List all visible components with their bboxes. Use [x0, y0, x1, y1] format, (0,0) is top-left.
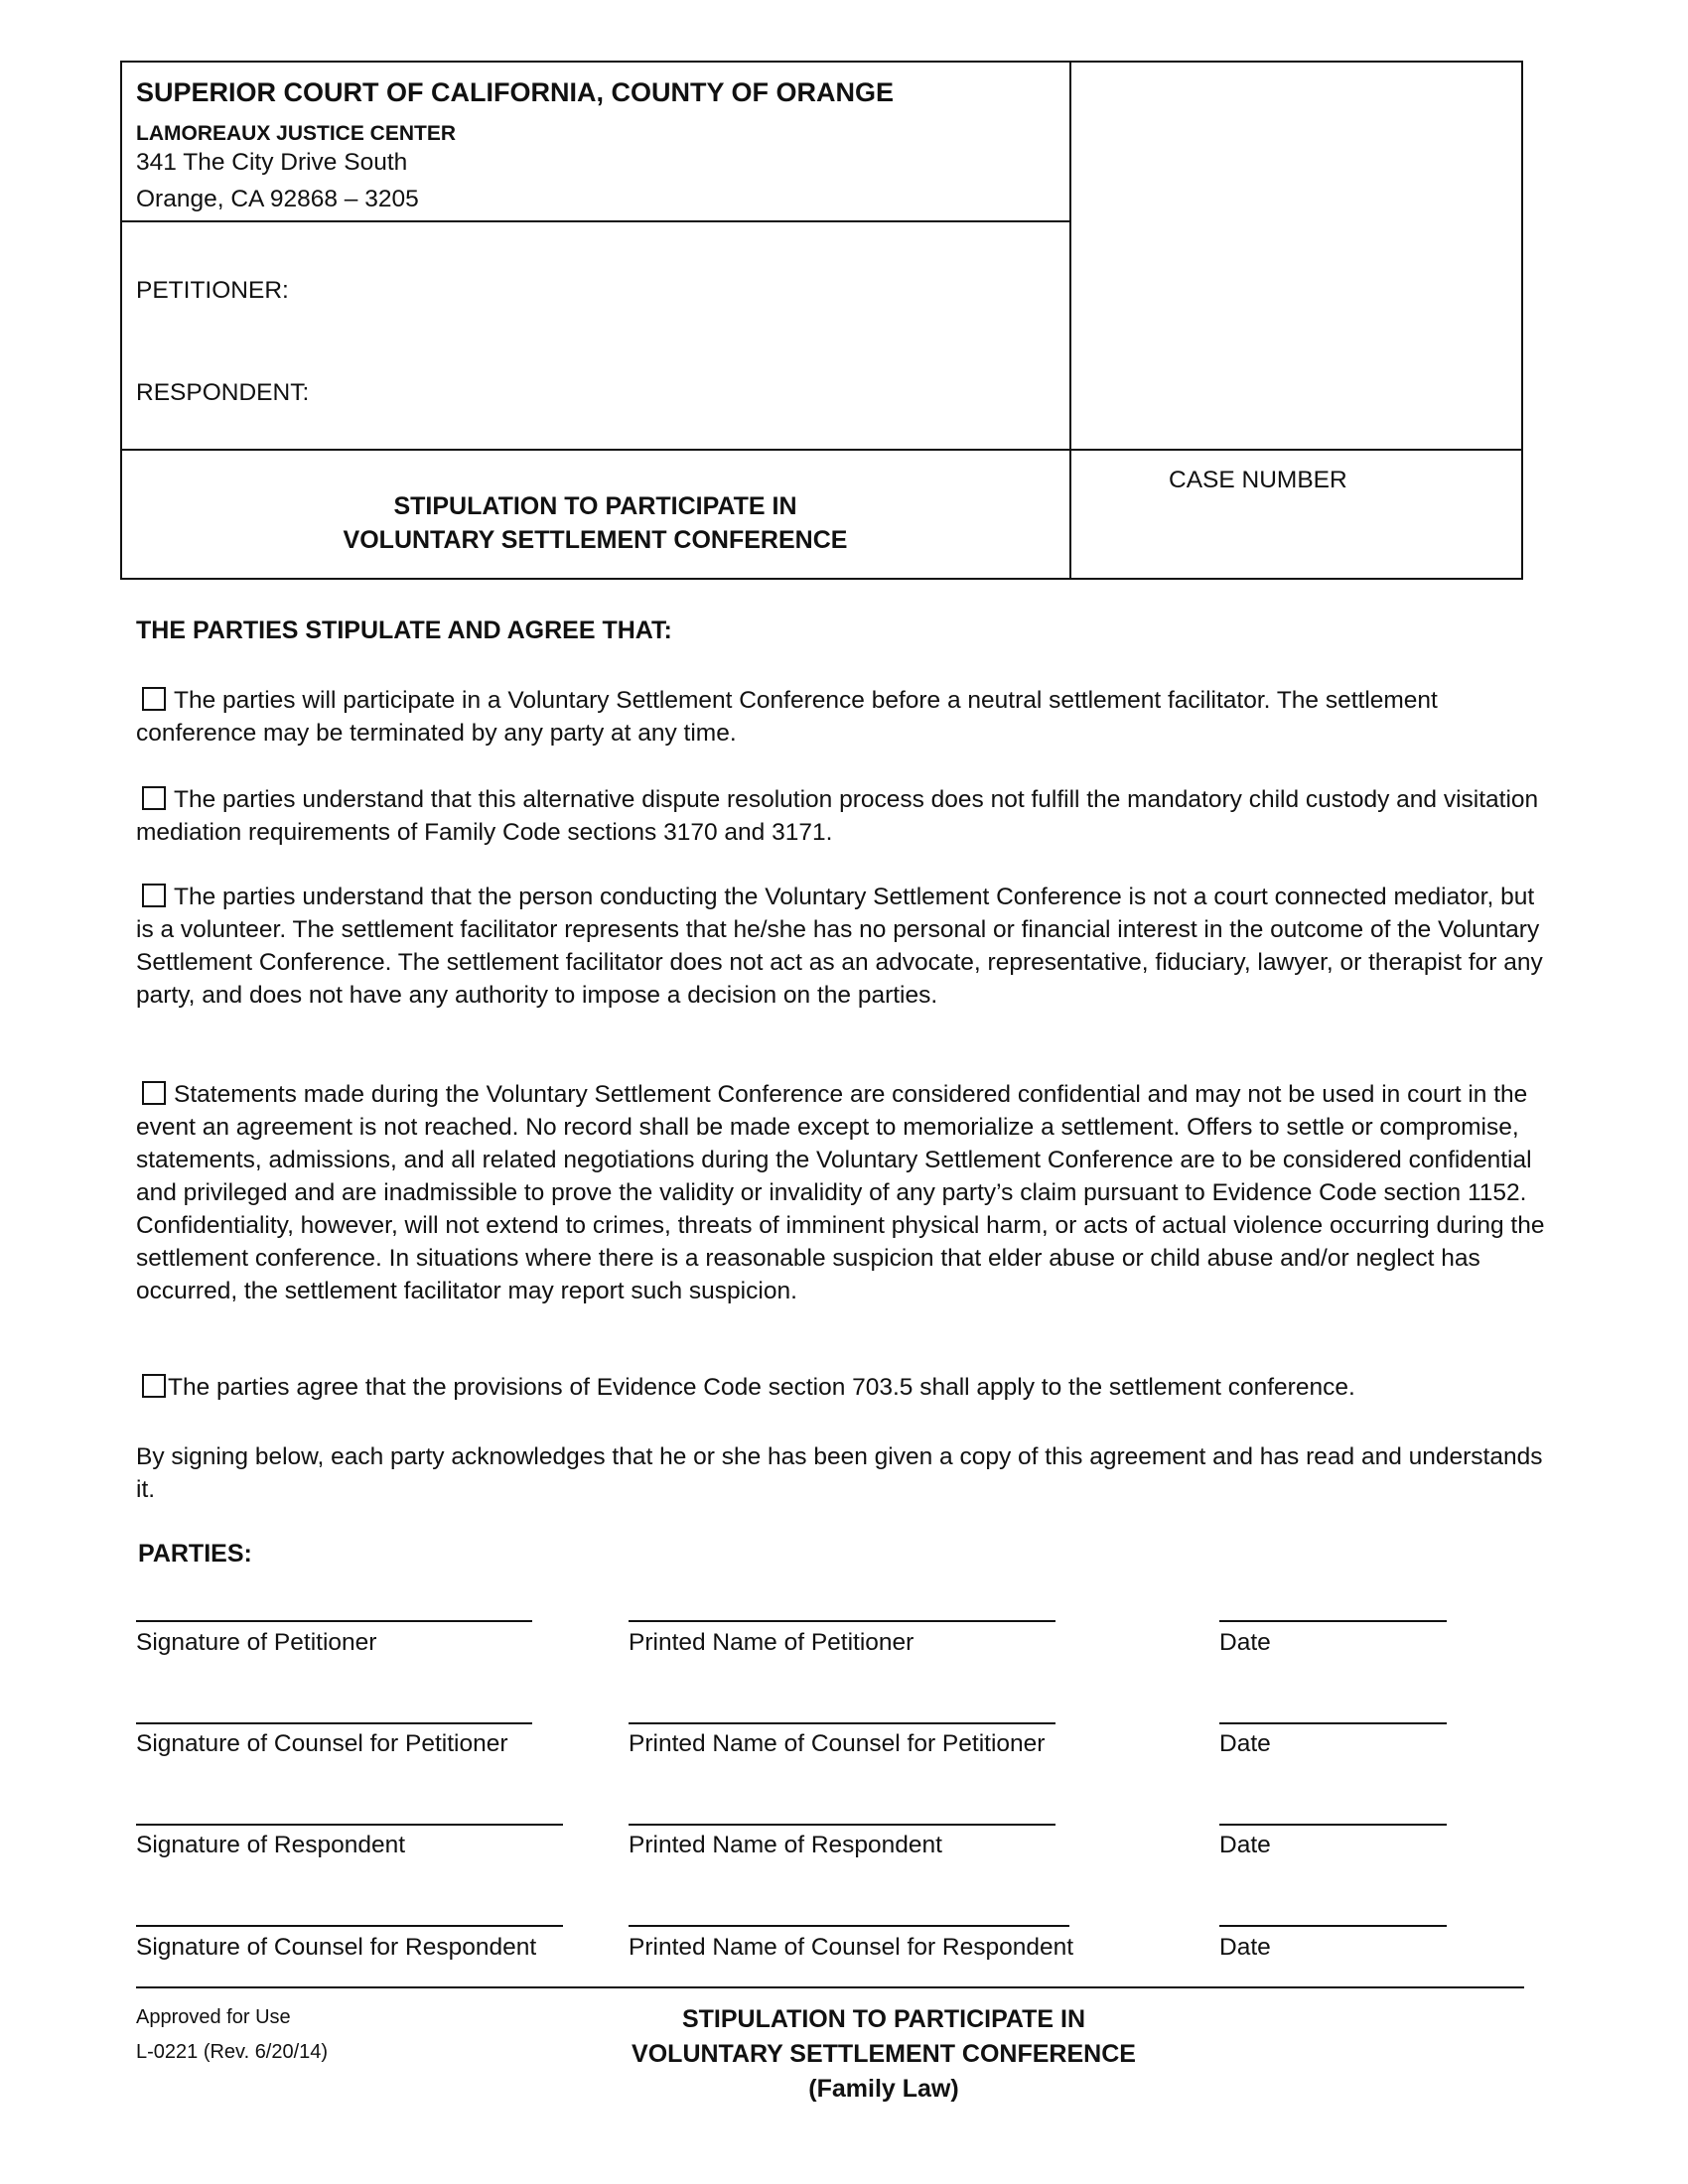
petitioner-label: PETITIONER:: [136, 277, 289, 304]
printed-name-label: Printed Name of Counsel for Respondent: [629, 1934, 1074, 1961]
approved-for-use: Approved for Use: [136, 2006, 291, 2028]
court-name: SUPERIOR COURT OF CALIFORNIA, COUNTY OF ORANGE: [136, 77, 895, 107]
date-label: Date: [1219, 1730, 1271, 1757]
signature-label: Signature of Counsel for Respondent: [136, 1934, 537, 1961]
signature-label: Signature of Counsel for Petitioner: [136, 1730, 508, 1757]
clause: [136, 881, 1546, 1012]
clause-text: The parties agree that the provisions of Evidence Code section 703.5 shall apply to the settlement conference.: [168, 1374, 1355, 1401]
printed-name-label: Printed Name of Respondent: [629, 1832, 942, 1858]
stipulation-heading: THE PARTIES STIPULATE AND AGREE THAT:: [136, 616, 672, 644]
form-number: L-0221 (Rev. 6/20/14): [136, 2041, 329, 2063]
footer-rule: [136, 1986, 1524, 1988]
clause: [136, 783, 1546, 849]
clause-text: The parties understand that this alternative dispute resolution process does not fulfill the mandatory child custody and visitation mediation requirements of Family Code sections 3170 and 3171.: [136, 786, 1539, 846]
signature-line[interactable]: [136, 1925, 563, 1927]
date-label: Date: [1219, 1934, 1271, 1961]
acknowledgement-text: By signing below, each party acknowledges that he or she has been given a copy of this agreement and has read and understands it.: [136, 1443, 1543, 1503]
clause-text: Statements made during the Voluntary Settlement Conference are considered confidential and may not be used in court in the event an agreement is not reached. No record shall be made except to memorialize a settlement. Offers to settle or compromise, statements, admissions, and all related negotiations during the Voluntary Settlement Conference are to be considered confidential and privileged and are inadmissible to prove the validity or invalidity of any party’s claim pursuant to Evidence Code section 1152. Confidentiality, however, will not extend to crimes, threats of imminent physical harm, or acts of actual violence occurring during the settlement conference. In situations where there is a reasonable suspicion that elder abuse or child abuse and/or neglect has occurred, the settlement facilitator may report such suspicion.: [136, 1081, 1545, 1304]
signature-line[interactable]: [136, 1620, 532, 1622]
date-line[interactable]: [1219, 1722, 1447, 1724]
signature-label: Signature of Respondent: [136, 1832, 406, 1858]
printed-name-label: Printed Name of Counsel for Petitioner: [629, 1730, 1046, 1757]
clause-checkbox[interactable]: [142, 884, 166, 907]
date-line[interactable]: [1219, 1620, 1447, 1622]
clause-checkbox[interactable]: [142, 786, 166, 810]
date-line[interactable]: [1219, 1824, 1447, 1826]
printed-name-line[interactable]: [629, 1722, 1055, 1724]
printed-name-line[interactable]: [629, 1824, 1055, 1826]
footer-title: [556, 2002, 1211, 2107]
court-center: LAMOREAUX JUSTICE CENTER: [136, 122, 457, 145]
court-address-1: 341 The City Drive South: [136, 149, 408, 176]
clause: [136, 684, 1546, 750]
clause-checkbox[interactable]: [142, 1374, 166, 1398]
clause-text: The parties understand that the person conducting the Voluntary Settlement Conference is not a court connected mediator, but is a volunteer. The settlement facilitator represents that he/she has no personal or financial interest in the outcome of the Voluntary Settlement Conference. The settlement facilitator does not act as an advocate, representative, fiduciary, lawyer, or therapist for any party, and does not have any authority to impose a decision on the parties.: [136, 884, 1543, 1009]
printed-name-label: Printed Name of Petitioner: [629, 1629, 914, 1656]
signature-line[interactable]: [136, 1824, 563, 1826]
clause-checkbox[interactable]: [142, 1081, 166, 1105]
footer-title-line-3: (Family Law): [808, 2075, 959, 2103]
footer-title-line-1: STIPULATION TO PARTICIPATE IN: [681, 2005, 1086, 2033]
clause-checkbox[interactable]: [142, 687, 166, 711]
signature-label: Signature of Petitioner: [136, 1629, 377, 1656]
clause: [136, 1371, 1546, 1404]
form-title-line-2: VOLUNTARY SETTLEMENT CONFERENCE: [343, 526, 848, 554]
caption-rule: [120, 449, 1523, 451]
form-title: [120, 489, 1070, 557]
signature-line[interactable]: [136, 1722, 532, 1724]
date-line[interactable]: [1219, 1925, 1447, 1927]
court-address-2: Orange, CA 92868 – 3205: [136, 186, 419, 212]
date-label: Date: [1219, 1832, 1271, 1858]
parties-heading: PARTIES:: [138, 1540, 252, 1568]
case-number-label: CASE NUMBER: [1169, 467, 1347, 493]
footer-title-line-2: VOLUNTARY SETTLEMENT CONFERENCE: [632, 2040, 1136, 2068]
printed-name-line[interactable]: [629, 1620, 1055, 1622]
caption-rule: [120, 220, 1070, 222]
clause: [136, 1078, 1546, 1307]
clause-text: The parties will participate in a Voluntary Settlement Conference before a neutral settlement facilitator. The settlement conference may be terminated by any party at any time.: [136, 687, 1438, 747]
respondent-label: RESPONDENT:: [136, 379, 310, 406]
form-title-line-1: STIPULATION TO PARTICIPATE IN: [393, 492, 797, 520]
printed-name-line[interactable]: [629, 1925, 1069, 1927]
date-label: Date: [1219, 1629, 1271, 1656]
